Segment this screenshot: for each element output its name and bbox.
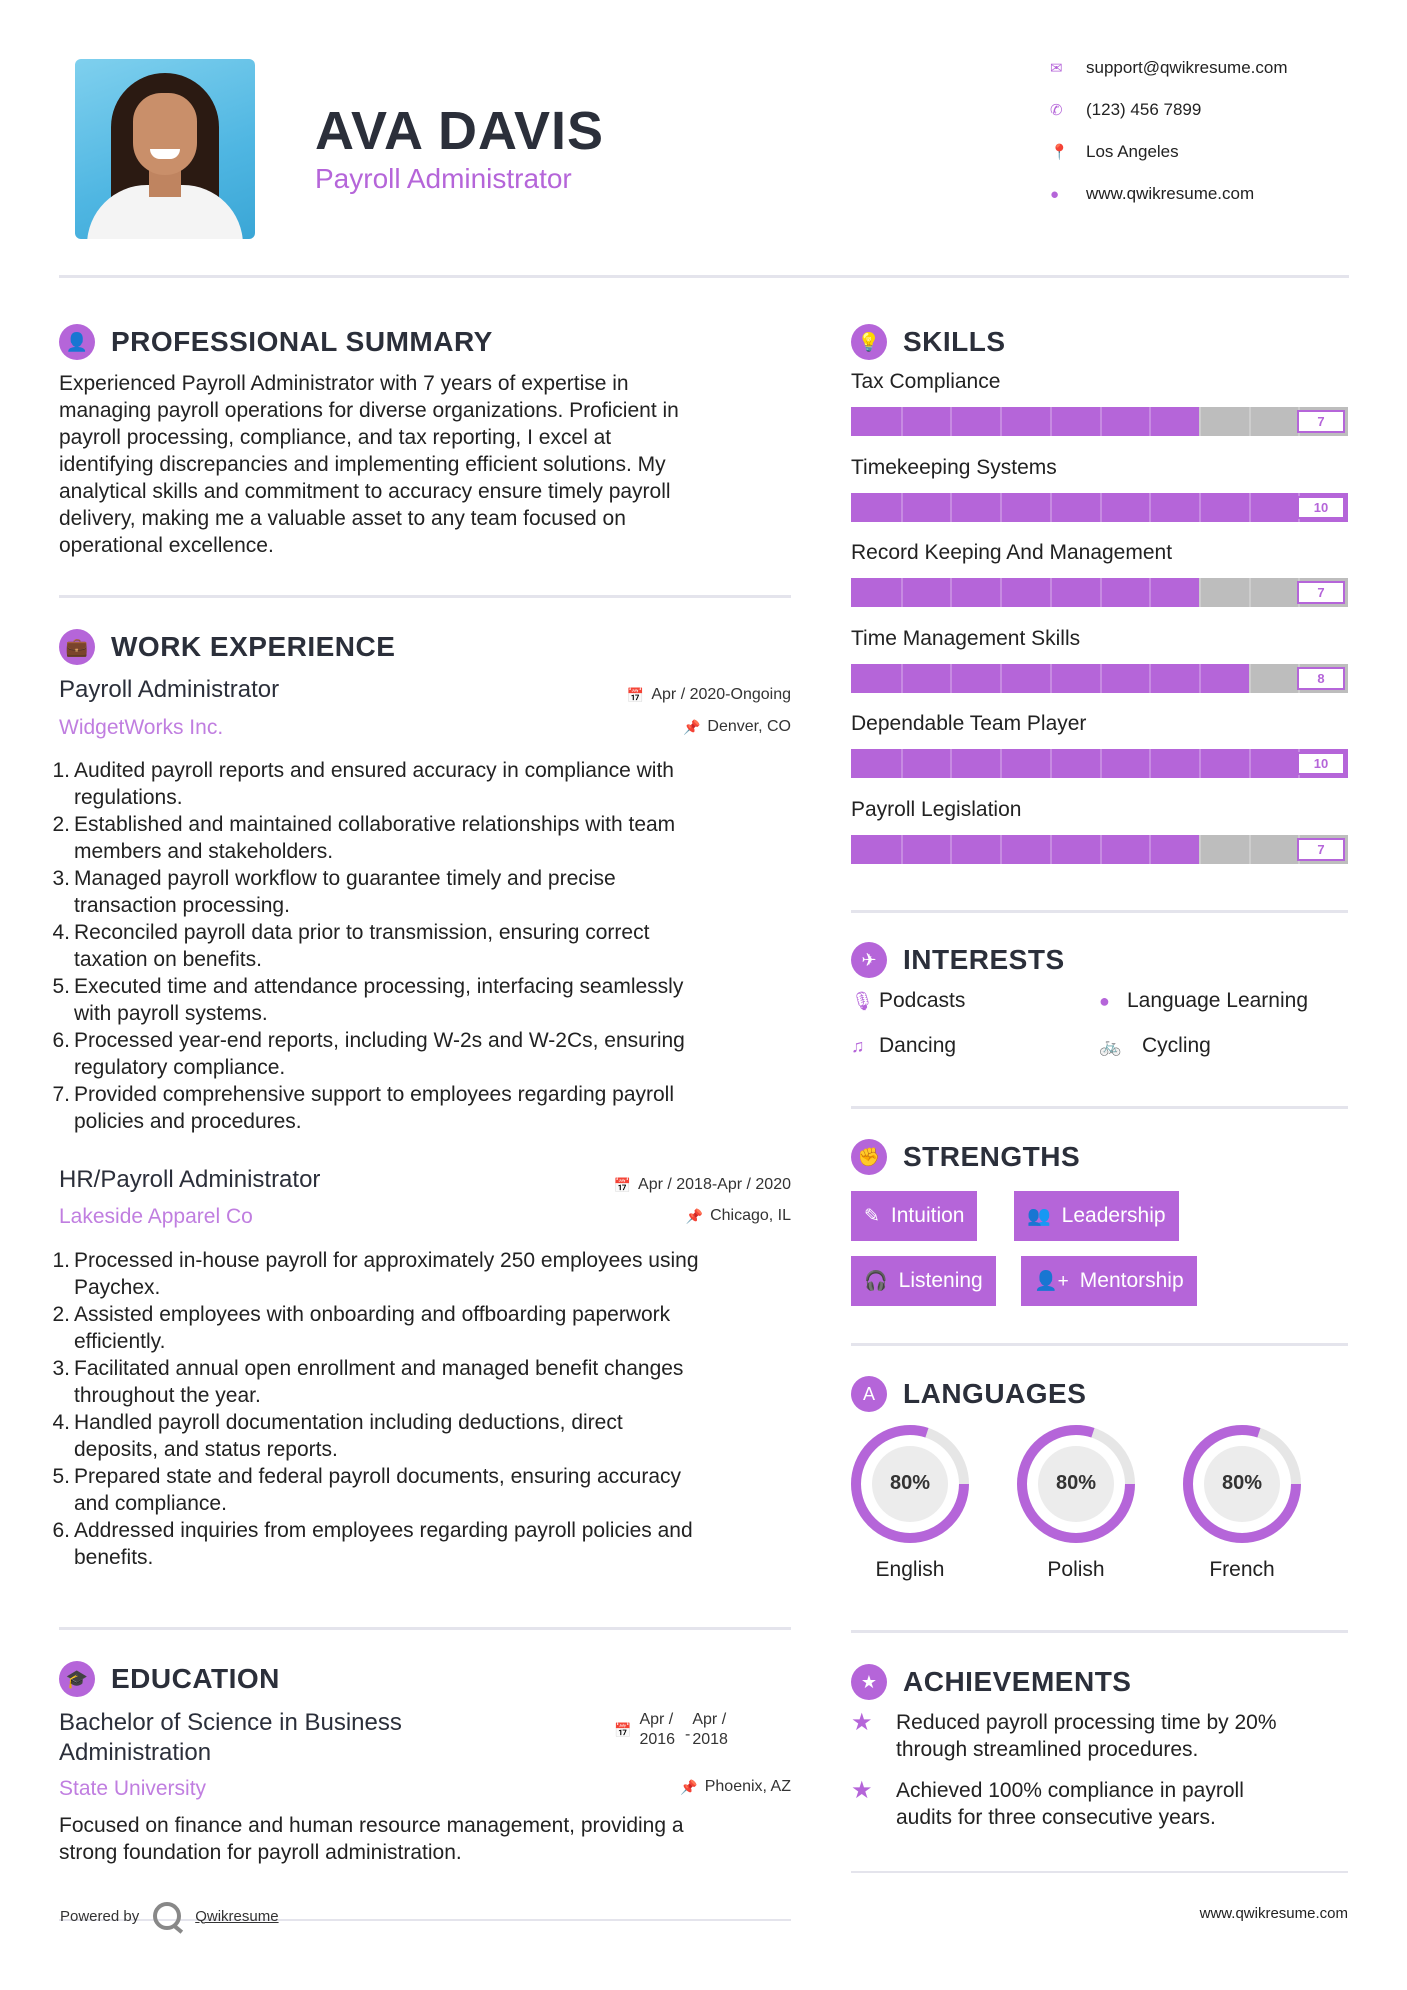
pushpin-icon: 📌 (682, 718, 701, 735)
skill-bar-fill (851, 835, 1199, 864)
list-item: 2. Established and maintained collaborative relationships with team members and stakeholders. (52, 813, 676, 863)
profile-photo (75, 59, 255, 239)
job-company: Lakeside Apparel Co (59, 1205, 253, 1228)
list-item: 7. Provided comprehensive support to employees regarding payroll policies and procedures. (52, 1083, 674, 1133)
interest-item: ● Language Learning (1099, 989, 1309, 1012)
language-percent: 80% (1055, 1472, 1097, 1494)
summary-divider (59, 595, 791, 598)
calendar-icon: 📅 (614, 1721, 632, 1738)
microphone-icon: 🎙 (851, 990, 874, 1011)
calendar-icon: 📅 (613, 1176, 632, 1193)
list-item: 5. Executed time and attendance processing, interfacing seamlessly with payroll systems. (52, 975, 684, 1025)
location-pin-icon: 📍 (1050, 144, 1069, 161)
contact-phone[interactable]: ✆ (123) 456 7899 (1050, 100, 1202, 119)
languages-divider (851, 1630, 1348, 1633)
skill-label: Time Management Skills (851, 626, 1081, 650)
skill-label: Record Keeping And Management (851, 541, 1173, 564)
powered-by: Powered by Qwikresume (60, 1902, 279, 1930)
brand-link[interactable]: Qwikresume (195, 1907, 279, 1925)
calendar-icon: 📅 (626, 686, 645, 703)
interests-section-header: ✈ INTERESTS (851, 942, 1065, 978)
skill-value: 7 (1297, 410, 1345, 433)
skill-bar (851, 749, 1348, 778)
contact-website[interactable]: ● www.qwikresume.com (1050, 184, 1255, 203)
bicycle-icon: 🚲 (1099, 1035, 1122, 1056)
list-item: 6. Processed year-end reports, including W-2s and W-2Cs, ensuring regulatory compliance. (52, 1029, 685, 1079)
pushpin-icon: 📌 (685, 1207, 704, 1224)
list-item: 2. Assisted employees with onboarding and offboarding paperwork efficiently. (52, 1303, 671, 1353)
interest-item: ♫ Dancing (851, 1034, 957, 1057)
skill-bar-fill (851, 407, 1199, 436)
lightbulb-icon: 💡 (851, 324, 887, 360)
list-item: 4. Handled payroll documentation including deductions, direct deposits, and status reports. (52, 1411, 623, 1461)
language-name: English (875, 1558, 945, 1581)
language-percent: 80% (889, 1472, 931, 1494)
skill-bar-fill (851, 578, 1199, 607)
magic-wand-icon: ✎ (864, 1205, 880, 1227)
list-item: 3. Managed payroll workflow to guarantee timely and precise transaction processing. (52, 867, 616, 917)
skill-value: 8 (1297, 667, 1345, 690)
candidate-name: AVA DAVIS (315, 101, 605, 161)
language-icon: A (851, 1376, 887, 1412)
star-badge-icon: ★ (851, 1664, 887, 1700)
briefcase-icon: 💼 (59, 629, 95, 665)
phone-icon: ✆ (1050, 102, 1063, 119)
strength-chip: 👤+ Mentorship (1021, 1256, 1197, 1306)
fist-icon: ✊ (851, 1139, 887, 1175)
music-note-icon: ♫ (851, 1035, 865, 1056)
pushpin-icon: 📌 (680, 1778, 698, 1795)
skill-label: Timekeeping Systems (851, 455, 1057, 479)
strength-chip: ✎ Intuition (851, 1191, 977, 1241)
job-responsibilities (52, 757, 812, 1135)
skills-divider (851, 910, 1348, 913)
skill-bar (851, 664, 1348, 693)
globe-icon: ● (1099, 990, 1110, 1011)
skill-label: Dependable Team Player (851, 712, 1087, 735)
achievement-item: ★ Achieved 100% compliance in payroll audits for three consecutive years. (851, 1777, 1244, 1829)
skill-value: 10 (1297, 752, 1345, 775)
language-percent: 80% (1221, 1472, 1263, 1494)
strengths-divider (851, 1343, 1348, 1346)
stars-icon: ★ (851, 1777, 873, 1804)
strength-chip: 🎧 Listening (851, 1256, 996, 1306)
achievements-divider (851, 1871, 1348, 1873)
achievements-section-header: ★ ACHIEVEMENTS (851, 1664, 1131, 1700)
education-section-header: 🎓 EDUCATION (59, 1661, 280, 1697)
skill-bar (851, 578, 1348, 607)
interest-item: 🎙 Podcasts (851, 989, 966, 1012)
users-icon: 👥 (1027, 1206, 1051, 1227)
summary-section-header: 👤 PROFESSIONAL SUMMARY (59, 324, 493, 360)
user-icon: 👤 (59, 324, 95, 360)
strengths-section-header: ✊ STRENGTHS (851, 1139, 1080, 1175)
graduate-icon: 🎓 (59, 1661, 95, 1697)
list-item: 1. Audited payroll reports and ensured accuracy in compliance with regulations. (52, 759, 674, 809)
globe-icon: ● (1050, 185, 1060, 203)
headphones-icon: 🎧 (864, 1271, 888, 1292)
experience-divider (59, 1627, 791, 1630)
summary-text: Experienced Payroll Administrator with 7 years of expertise in managing payroll operations for diverse organizations. Proficient in payroll processing, compliance, and tax reporting, I excel at identifying discrepancies and implementing efficient solutions. My analytical skills and commitment to accuracy ensure timely payroll delivery, making me a valuable asset to any team focused on operational excellence. (59, 372, 679, 557)
language-name: French (1209, 1558, 1275, 1581)
job-title: HR/Payroll Administrator (59, 1166, 321, 1193)
job-responsibilities (52, 1247, 812, 1571)
job-company: WidgetWorks Inc. (59, 716, 224, 739)
education-date: 📅 Apr / 2016 - Apr / 2018 (614, 1711, 728, 1748)
job-title: Payroll Administrator (59, 676, 280, 703)
strength-chip: 👥 Leadership (1014, 1191, 1179, 1241)
school-name: State University (59, 1777, 207, 1800)
skills-section-header: 💡 SKILLS (851, 324, 1006, 360)
list-item: 1. Processed in-house payroll for approximately 250 employees using Paychex. (52, 1249, 699, 1299)
skill-bar (851, 407, 1348, 436)
skill-label: Tax Compliance (851, 370, 1001, 393)
skill-value: 7 (1297, 581, 1345, 604)
skill-label: Payroll Legislation (851, 797, 1022, 821)
contact-location: 📍 Los Angeles (1050, 142, 1179, 161)
achievement-item: ★ Reduced payroll processing time by 20% through streamlined procedures. (851, 1709, 1277, 1761)
stars-icon: ★ (851, 1709, 873, 1736)
interest-item: 🚲 Cycling (1099, 1034, 1211, 1057)
language-name: Polish (1047, 1558, 1105, 1581)
paper-plane-icon: ✈ (851, 942, 887, 978)
skill-value: 10 (1297, 496, 1345, 519)
experience-section-header: 💼 WORK EXPERIENCE (59, 629, 395, 665)
job-date: 📅 Apr / 2020-Ongoing (626, 686, 791, 703)
education-description: Focused on finance and human resource management, providing a strong foundation for payroll administration. (59, 1814, 684, 1864)
interests-divider (851, 1106, 1348, 1109)
education-location: 📌 Phoenix, AZ (680, 1778, 791, 1795)
job-location: 📌 Denver, CO (682, 718, 791, 735)
job-date: 📅 Apr / 2018-Apr / 2020 (613, 1176, 791, 1193)
skill-value: 7 (1297, 838, 1345, 861)
list-item: 5. Prepared state and federal payroll documents, ensuring accuracy and compliance. (52, 1465, 682, 1515)
contact-email[interactable]: ✉ support@qwikresume.com (1050, 58, 1288, 77)
job-location: 📌 Chicago, IL (685, 1207, 791, 1224)
skill-bar (851, 493, 1348, 522)
list-item: 3. Facilitated annual open enrollment and managed benefit changes throughout the year. (52, 1357, 684, 1407)
user-plus-icon: 👤+ (1034, 1271, 1069, 1292)
candidate-title: Payroll Administrator (315, 163, 572, 194)
list-item: 6. Addressed inquiries from employees regarding payroll policies and benefits. (52, 1519, 693, 1569)
degree: Bachelor of Science in Business Administration (59, 1709, 402, 1766)
list-item: 4. Reconciled payroll data prior to transmission, ensuring correct taxation on benefits. (52, 921, 650, 971)
header-divider (59, 275, 1349, 278)
skill-bar (851, 835, 1348, 864)
footer-website-link[interactable]: www.qwikresume.com (1199, 1905, 1348, 1922)
languages-section-header: A LANGUAGES (851, 1376, 1086, 1412)
envelope-icon: ✉ (1050, 60, 1063, 77)
qwikresume-logo-icon (153, 1902, 181, 1930)
